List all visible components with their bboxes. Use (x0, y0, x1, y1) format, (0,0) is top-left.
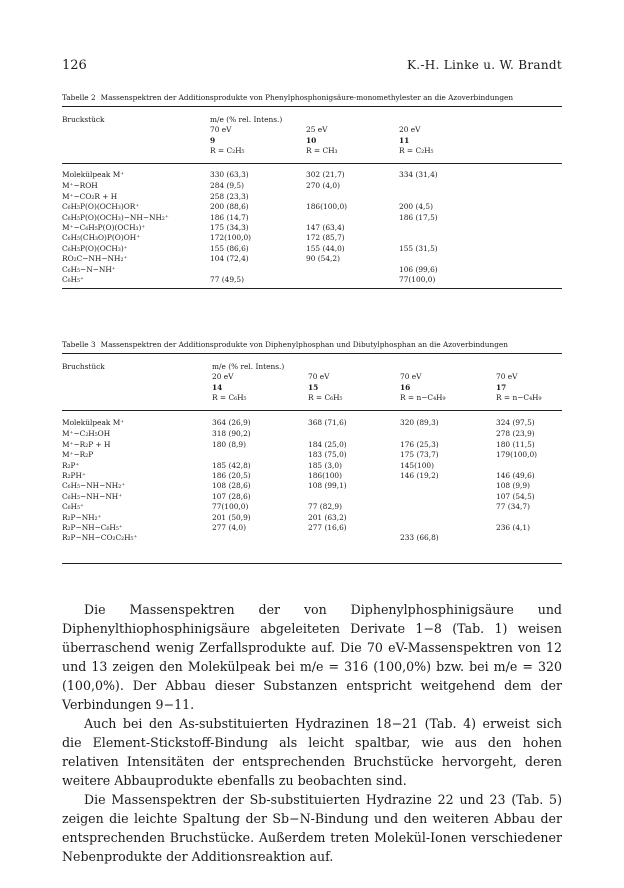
table3-header-row-num (62, 383, 562, 393)
table3-col2-num: 15 (308, 382, 319, 392)
value-cell: 104 (72,4) (210, 254, 249, 264)
value-cell: 334 (31,4) (399, 170, 438, 179)
table2-header-row-r (62, 146, 562, 156)
table3-col1-r: R = C₆H₅ (212, 393, 247, 403)
table3-caption-text: Massenspektren der Additionsprodukte von Diphenylphosphan und Dibutylphosphan an die Azoverbindungen (100, 340, 508, 349)
table3-fragment-header: Bruchstück (62, 362, 105, 371)
fragment-cell: Molekülpeak M⁺ (62, 418, 125, 427)
value-cell: 278 (23,9) (496, 429, 535, 439)
fragment-cell: C₆H₅−N−NH⁺ (62, 264, 116, 274)
value-cell: 201 (50,9) (212, 512, 251, 522)
table2 (62, 115, 562, 157)
value-cell: 183 (75,0) (308, 450, 347, 460)
table-row (62, 492, 562, 502)
value-cell: 186 (17,5) (399, 212, 438, 222)
fragment-cell: C₆H₅⁺ (62, 274, 84, 284)
paragraph-1: Die Massenspektren der von Diphenylphosphinigsäure und Diphenylthiophosphinigsäure abgeleiteten Derivate 1−8 (Tab. 1) weisen überraschend wenig Zerfallsprodukte auf. Die 70 eV-Massenspektren von 12 und 13 zeigen den Molekülpeak bei m/e = 316 (100,0%) bzw. bei m/e = 320 (100,0%). Der Abbau dieser Substanzen entspricht weitgehend dem der Verbindungen 9−11. (62, 602, 562, 712)
value-cell: 176 (25,3) (400, 439, 439, 449)
value-cell: 106 (99,6) (399, 264, 438, 274)
table2-col2-r: R = CH₃ (306, 146, 338, 156)
table3-header-row-1 (62, 362, 562, 372)
value-cell: 179(100,0) (496, 450, 538, 460)
fragment-cell: C₆H₅(CH₃O)P(O)OH⁺ (62, 233, 141, 243)
value-cell: 155 (31,5) (399, 243, 438, 253)
table2-col2-ev: 25 eV (306, 125, 328, 135)
value-cell: 155 (44,0) (306, 243, 345, 253)
table-row (62, 461, 562, 471)
table3-col3-num: 16 (400, 382, 411, 392)
fragment-cell: C₆H₅P(O)(OCH₃)⁺ (62, 243, 128, 253)
value-cell: 236 (4,1) (496, 522, 530, 532)
table2-col1-r: R = C₂H₅ (210, 146, 245, 156)
table2-header-row-num (62, 136, 562, 146)
table-row (62, 450, 562, 460)
table3-body (62, 418, 562, 544)
table3-top-rule (62, 353, 562, 354)
value-cell: 108 (9,9) (496, 481, 530, 491)
value-cell: 107 (54,5) (496, 491, 535, 501)
table2-fragment-header: Bruckstück (62, 115, 105, 124)
table3-col2-r: R = C₆H₅ (308, 393, 343, 403)
fragment-cell: R₂P−NH−CO₂C₂H₅⁺ (62, 533, 138, 543)
value-cell: 172(100,0) (210, 233, 252, 243)
value-cell: 318 (90,2) (212, 429, 251, 439)
table3-value-header: m/e (% rel. Intens.) (212, 362, 285, 371)
table-row (62, 440, 562, 450)
value-cell: 77 (34,7) (496, 502, 530, 512)
value-cell: 172 (85,7) (306, 233, 345, 243)
value-cell: 186 (14,7) (210, 212, 249, 222)
value-cell: 324 (97,5) (496, 418, 535, 427)
value-cell: 146 (19,2) (400, 470, 439, 480)
value-cell: 107 (28,6) (212, 491, 251, 501)
table3-col3-r: R = n−C₄H₉ (400, 393, 446, 403)
table3-label: Tabelle 3 (62, 340, 96, 349)
table3-header-rule (62, 410, 562, 411)
table-row (62, 429, 562, 439)
table-row (62, 471, 562, 481)
table2-col3-num: 11 (399, 135, 410, 145)
table3-col4-ev: 70 eV (496, 372, 518, 382)
value-cell: 77 (49,5) (210, 274, 244, 284)
table-row (62, 481, 562, 491)
fragment-cell: M⁺−R₂P + H (62, 439, 111, 449)
fragment-cell: R₂P−NH₂⁺ (62, 512, 102, 522)
page-number: 126 (62, 58, 87, 73)
value-cell: 364 (26,9) (212, 418, 251, 427)
value-cell: 108 (28,6) (212, 481, 251, 491)
table-row (62, 233, 562, 243)
table-row (62, 502, 562, 512)
table2-value-header: m/e (% rel. Intens.) (210, 115, 283, 124)
table2-body (62, 170, 562, 285)
table-row (62, 275, 562, 285)
value-cell: 277 (16,6) (308, 522, 347, 532)
value-cell: 175 (73,7) (400, 450, 439, 460)
value-cell: 270 (4,0) (306, 181, 340, 191)
table-row (62, 192, 562, 202)
fragment-cell: R₂PH⁺ (62, 470, 86, 480)
table2-caption (62, 93, 582, 102)
fragment-cell: M⁺−R₂P (62, 450, 94, 460)
table2-col1-ev: 70 eV (210, 125, 232, 135)
paragraph-3: Die Massenspektren der Sb-substituierten Hydrazine 22 und 23 (Tab. 5) zeigen die leichte Spaltung der Sb−N-Bindung und den weiteren Abbau der entsprechenden Bruchstücke. Außerdem treten Molekül-Ionen verschiedener Nebenprodukte der Additionsreaktion auf. (62, 792, 562, 864)
page-header (62, 58, 562, 78)
table2-caption-text: Massenspektren der Additionsprodukte von Phenylphosphonigsäure-monomethylester an die Azoverbindungen (100, 93, 514, 102)
fragment-cell: M⁺−ROH (62, 181, 98, 191)
table3-col1-ev: 20 eV (212, 372, 234, 382)
table3-col3-ev: 70 eV (400, 372, 422, 382)
table-row (62, 254, 562, 264)
fragment-cell: M⁺−C₂H₅OH (62, 429, 111, 439)
table2-col3-r: R = C₂H₅ (399, 146, 434, 156)
value-cell: 302 (21,7) (306, 170, 345, 179)
table3-caption (62, 340, 582, 349)
table2-bottom-rule (62, 288, 562, 289)
value-cell: 186 (20,5) (212, 470, 251, 480)
table2-col2-num: 10 (306, 135, 317, 145)
value-cell: 233 (66,8) (400, 533, 439, 543)
table3-col4-r: R = n−C₄H₉ (496, 393, 542, 403)
table2-top-rule (62, 106, 562, 107)
value-cell: 201 (63,2) (308, 512, 347, 522)
value-cell: 147 (63,4) (306, 222, 345, 232)
fragment-cell: C₆H₅⁺ (62, 502, 84, 512)
value-cell: 258 (23,3) (210, 191, 249, 201)
table3-col2-ev: 70 eV (308, 372, 330, 382)
table-row (62, 533, 562, 543)
table3-bottom-rule (62, 563, 562, 564)
fragment-cell: Molekülpeak M⁺ (62, 170, 125, 179)
value-cell: 146 (49,6) (496, 470, 535, 480)
fragment-cell: C₆H₅P(O)(OCH₃)−NH−NH₂⁺ (62, 212, 169, 222)
value-cell: 186(100) (308, 470, 342, 480)
value-cell: 277 (4,0) (212, 522, 246, 532)
table2-header-row-1 (62, 115, 562, 125)
value-cell: 185 (42,8) (212, 460, 251, 470)
table3-header-row-r (62, 393, 562, 403)
value-cell: 320 (89,3) (400, 418, 439, 427)
table2-label: Tabelle 2 (62, 93, 96, 102)
table-row (62, 513, 562, 523)
fragment-cell: R₂P−NH−C₆H₅⁺ (62, 522, 123, 532)
table2-col1-num: 9 (210, 135, 216, 145)
value-cell: 186(100,0) (306, 202, 348, 212)
fragment-cell: M⁺−CO₂R + H (62, 191, 118, 201)
value-cell: 145(100) (400, 460, 434, 470)
fragment-cell: RO₂C−NH−NH₂⁺ (62, 254, 128, 264)
body-text (62, 600, 562, 866)
table-row (62, 244, 562, 254)
value-cell: 200 (88,6) (210, 202, 249, 212)
table-row (62, 523, 562, 533)
fragment-cell: C₆H₅−NH−NH⁺ (62, 491, 123, 501)
value-cell: 77(100,0) (212, 502, 249, 512)
table3-header-row-ev (62, 372, 562, 382)
table-row (62, 265, 562, 275)
fragment-cell: R₂P⁺ (62, 460, 80, 470)
table2-col3-ev: 20 eV (399, 125, 421, 135)
table2-header-row-ev (62, 125, 562, 135)
table-row (62, 202, 562, 212)
fragment-cell: C₆H₅P(O)(OCH₃)OR⁺ (62, 202, 140, 212)
fragment-cell: C₆H₅−NH−NH₂⁺ (62, 481, 126, 491)
value-cell: 185 (3,0) (308, 460, 342, 470)
table-row (62, 418, 562, 428)
fragment-cell: M⁺−C₆H₅P(O)(OCH₃)⁺ (62, 222, 146, 232)
table-row (62, 181, 562, 191)
value-cell: 108 (99,1) (308, 481, 347, 491)
table-row (62, 170, 562, 180)
value-cell: 175 (34,3) (210, 222, 249, 232)
value-cell: 284 (9,5) (210, 181, 244, 191)
table3-col4-num: 17 (496, 382, 507, 392)
paragraph-2: Auch bei den As-substituierten Hydrazinen 18−21 (Tab. 4) erweist sich die Element-Stickstoff-Bindung als leicht spaltbar, wie aus den hohen relativen Intensitäten der entsprechenden Bruchstücke hervorgeht, deren weitere Abbauprodukte ebenfalls zu beobachten sind. (62, 716, 562, 788)
value-cell: 180 (11,5) (496, 439, 535, 449)
table-row (62, 213, 562, 223)
value-cell: 200 (4,5) (399, 202, 433, 212)
value-cell: 330 (63,3) (210, 170, 249, 179)
table3-col1-num: 14 (212, 382, 223, 392)
value-cell: 155 (86,6) (210, 243, 249, 253)
value-cell: 368 (71,6) (308, 418, 347, 427)
table2-header-rule (62, 163, 562, 164)
value-cell: 180 (8,9) (212, 439, 246, 449)
running-head: K.-H. Linke u. W. Brandt (406, 58, 562, 72)
value-cell: 77(100,0) (399, 274, 436, 284)
value-cell: 184 (25,0) (308, 439, 347, 449)
value-cell: 90 (54,2) (306, 254, 340, 264)
table-row (62, 223, 562, 233)
table3 (62, 362, 562, 404)
value-cell: 77 (82,9) (308, 502, 342, 512)
